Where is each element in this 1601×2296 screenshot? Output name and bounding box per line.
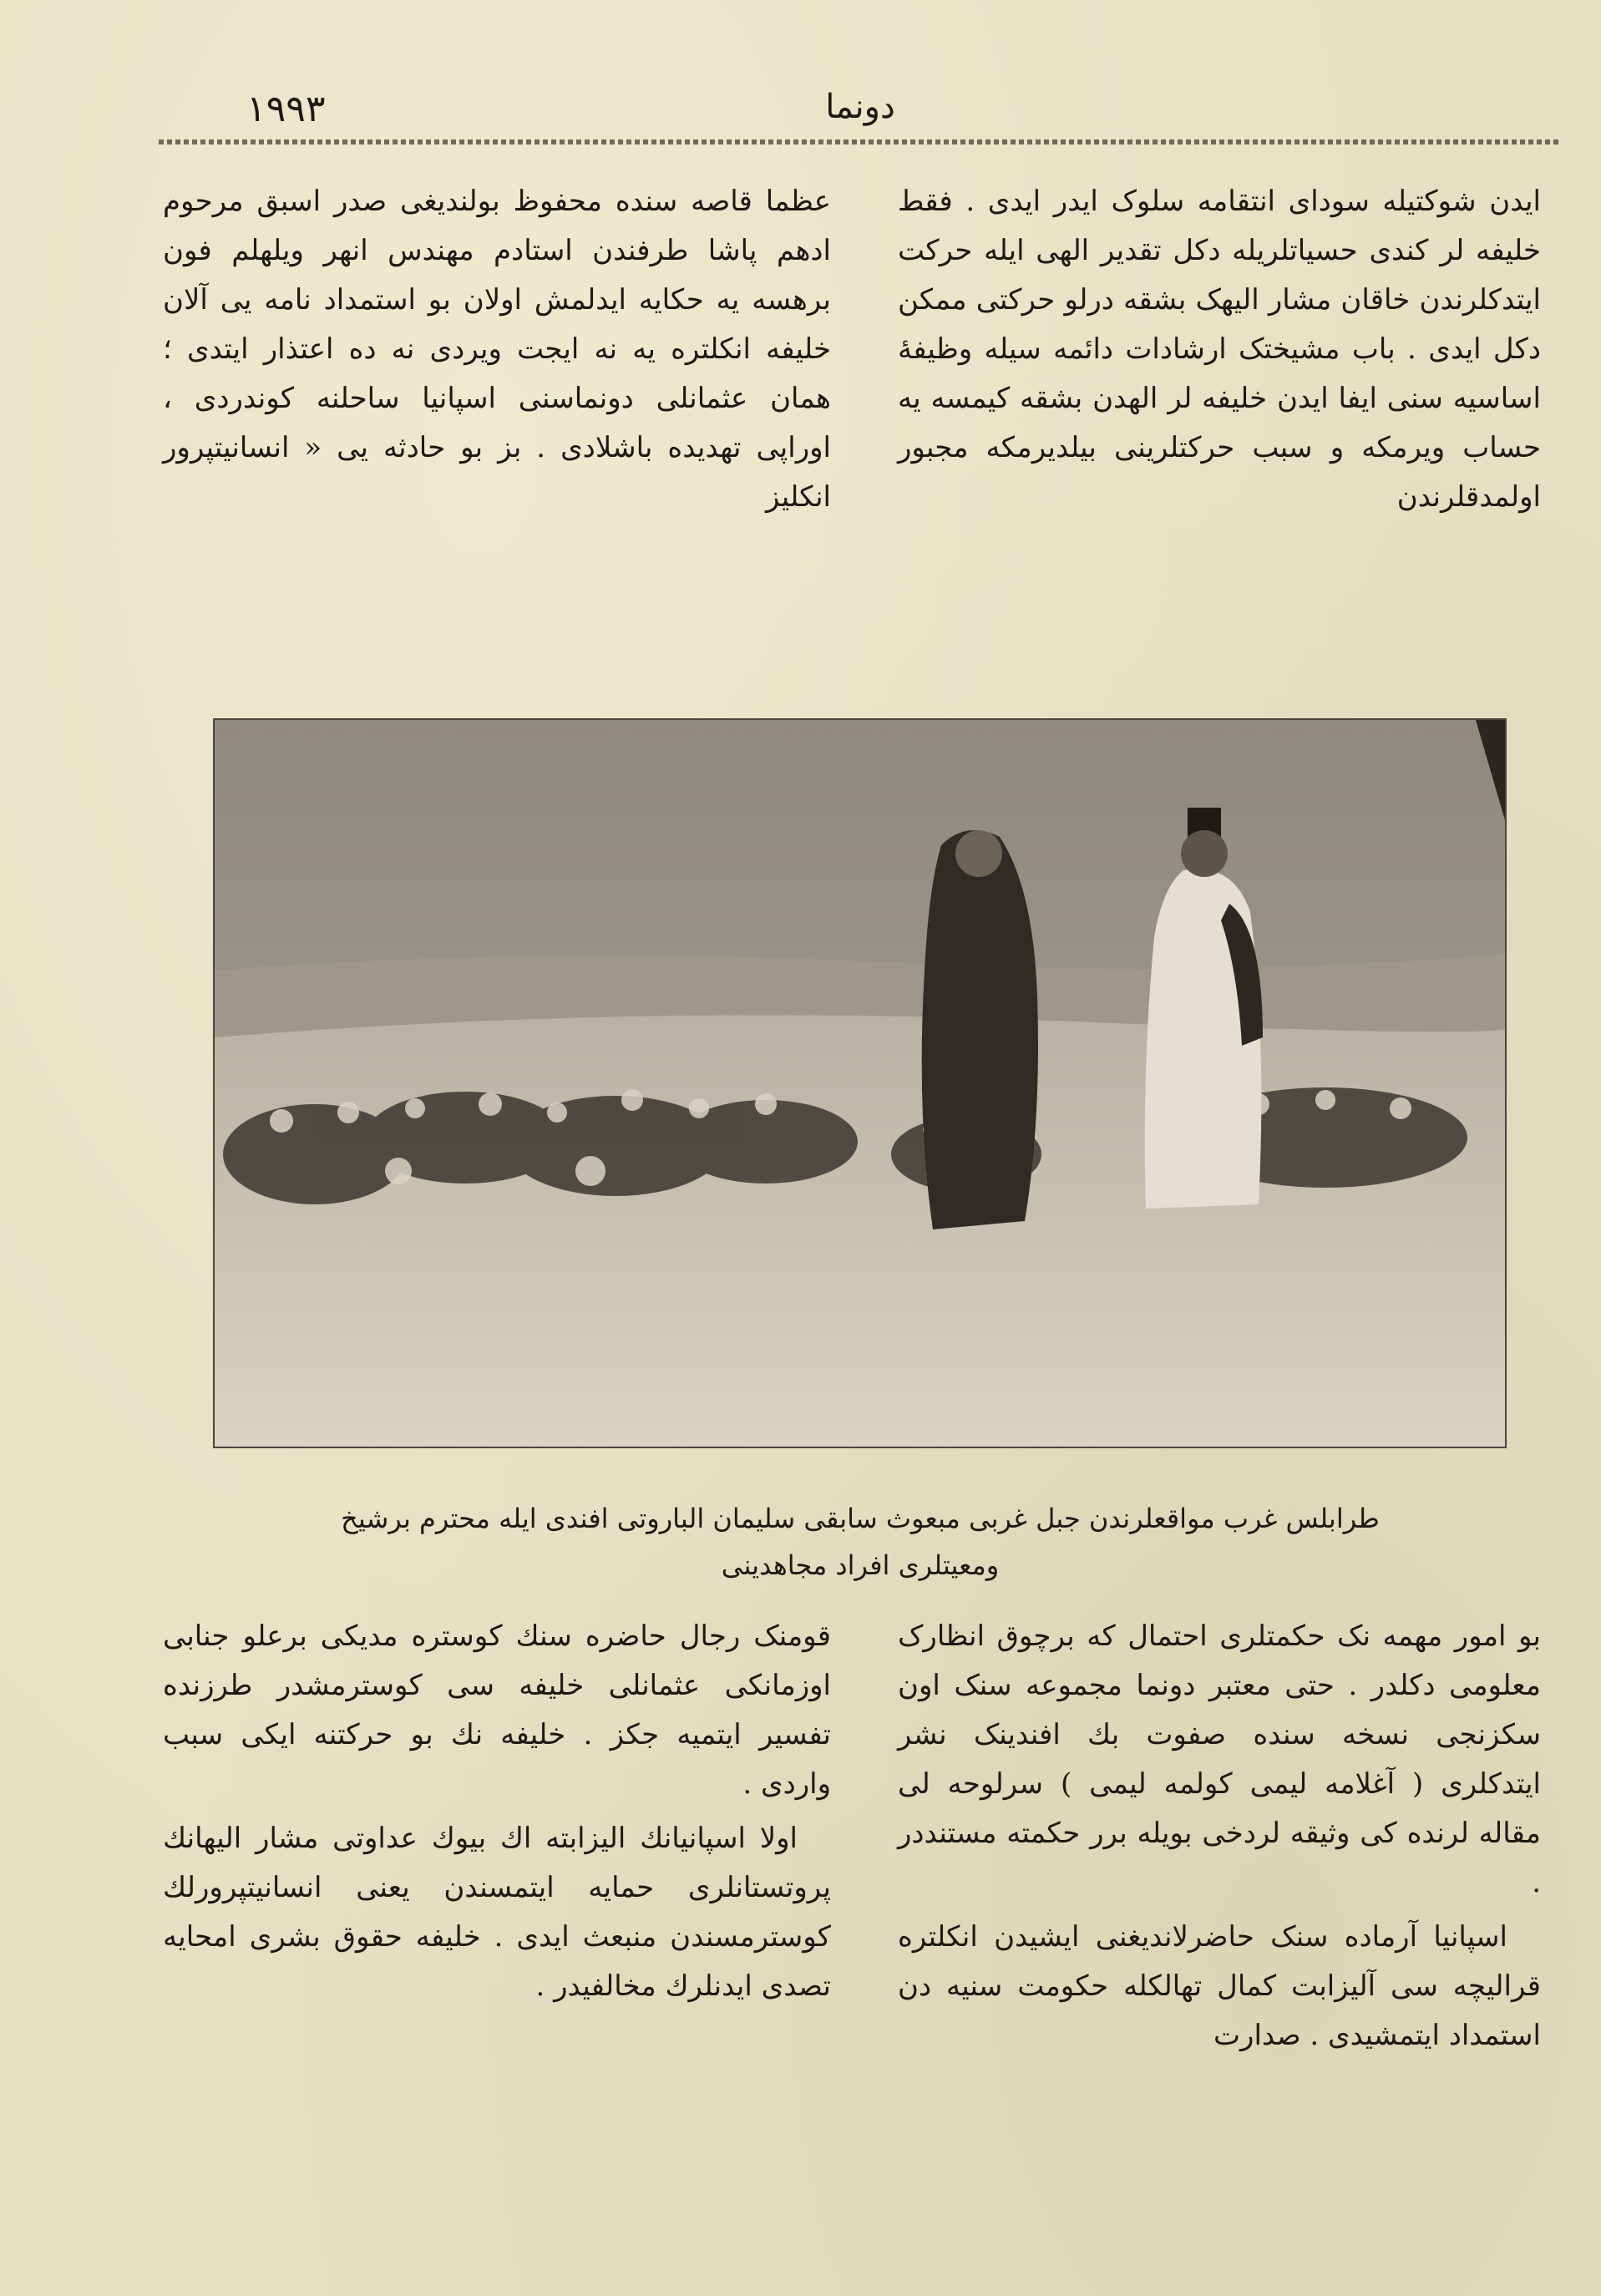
paragraph: اولا اسپانیانك الیزابته اك بیوك عداوتی مشار الیهانك پروتستانلری حمایه ایتمسندن یعنی انسانیتپرورلك کوسترمسندن منبعث ایدی . خلیفه حقوق بشری امحایه تصدی ایدنلرك مخالفیدر . [163, 1822, 831, 2003]
caption-line: ومعیتلری افراد مجاهدینی [721, 1549, 1000, 1581]
standing-figure-dark [922, 830, 1038, 1229]
paragraph: قومنک رجال حاضره سنك کوستره مدیکی برعلو جنابی اوزمانکی عثمانلی خلیفه سی کوسترمشدر طرزنده تفسیر ایتمیه جکز . خلیفه نك بو حرکتنه ایکی سبب واردی . [163, 1619, 831, 1801]
paragraph: عظما قاصه سنده محفوظ بولندیغی صدر اسبق مرحوم ادهم پاشا طرفندن استادم مهندس انهر ویلهلم فون برهسه یه حکایه ایدلمش اولان بو استمداد نامه یی آلان خلیفه انکلتره یه نه ایجت ویردی نه ده اعتذار ایتدی ؛ همان عثمانلی دونماسنی اسپانیا ساحلنه کوندردی ، اوراپی تهدیده باشلادی . بز بو حادثه یی « انسانیتپرور انکلیز [163, 185, 831, 514]
page-number: ١٩٩٣ [246, 88, 326, 130]
text-column-right-top [898, 177, 1541, 522]
photograph-illustration [215, 720, 1505, 1447]
paragraph: اسپانیا آرماده سنک حاضرلاندیغنی ایشیدن انکلتره قرالیچه سی آلیزابت کمال تهالکله حکومت سنیه دن استمداد ایتمشیدی . صدارت [898, 1920, 1541, 2052]
caption-line: طرابلس غرب مواقعلرندن جبل غربی مبعوث سابقی سلیمان الباروتی افندی ایله محترم برشیخ [341, 1503, 1380, 1534]
running-title: دونما [825, 88, 895, 126]
paragraph: بو امور مهمه نک حکمتلری احتمال که برچوق انظارک معلومی دکلدر . حتی معتبر دونما مجموعه سنک اون سکزنجی نسخه سنده صفوت بك افندینک نشر ایتدکلری ( آغلامه لیمی کولمه لیمی ) سرلوحه لی مقاله لرنده کی وثیقه لردخی بویله برر حکمته مستنددر . [898, 1619, 1541, 1899]
page-header [159, 79, 1562, 146]
text-column-left-bottom [163, 1612, 831, 2011]
photo-caption [192, 1495, 1528, 1589]
paragraph: ایدن شوکتیله سودای انتقامه سلوک ایدر ایدی . فقط خلیفه لر کندی حسیاتلریله دکل تقدیر الهی ایله حرکت ایتدکلرندن خاقان مشار الیهک بشقه درلو حرکتی ممکن دکل ایدی . باب مشیختک ارشادات دائمه سیله وظیفهٔ اساسیه سنی ایفا ایدن خلیفه لر الهدن بشقه کیمسه یه حساب ویرمکه و سبب حرکتلرینی بیلدیرمکه مجبور اولمدقلرندن [898, 185, 1541, 514]
halftone-photograph [213, 718, 1507, 1448]
text-column-right-bottom [898, 1612, 1541, 2060]
header-divider [159, 139, 1562, 144]
text-column-left-top [163, 177, 831, 522]
